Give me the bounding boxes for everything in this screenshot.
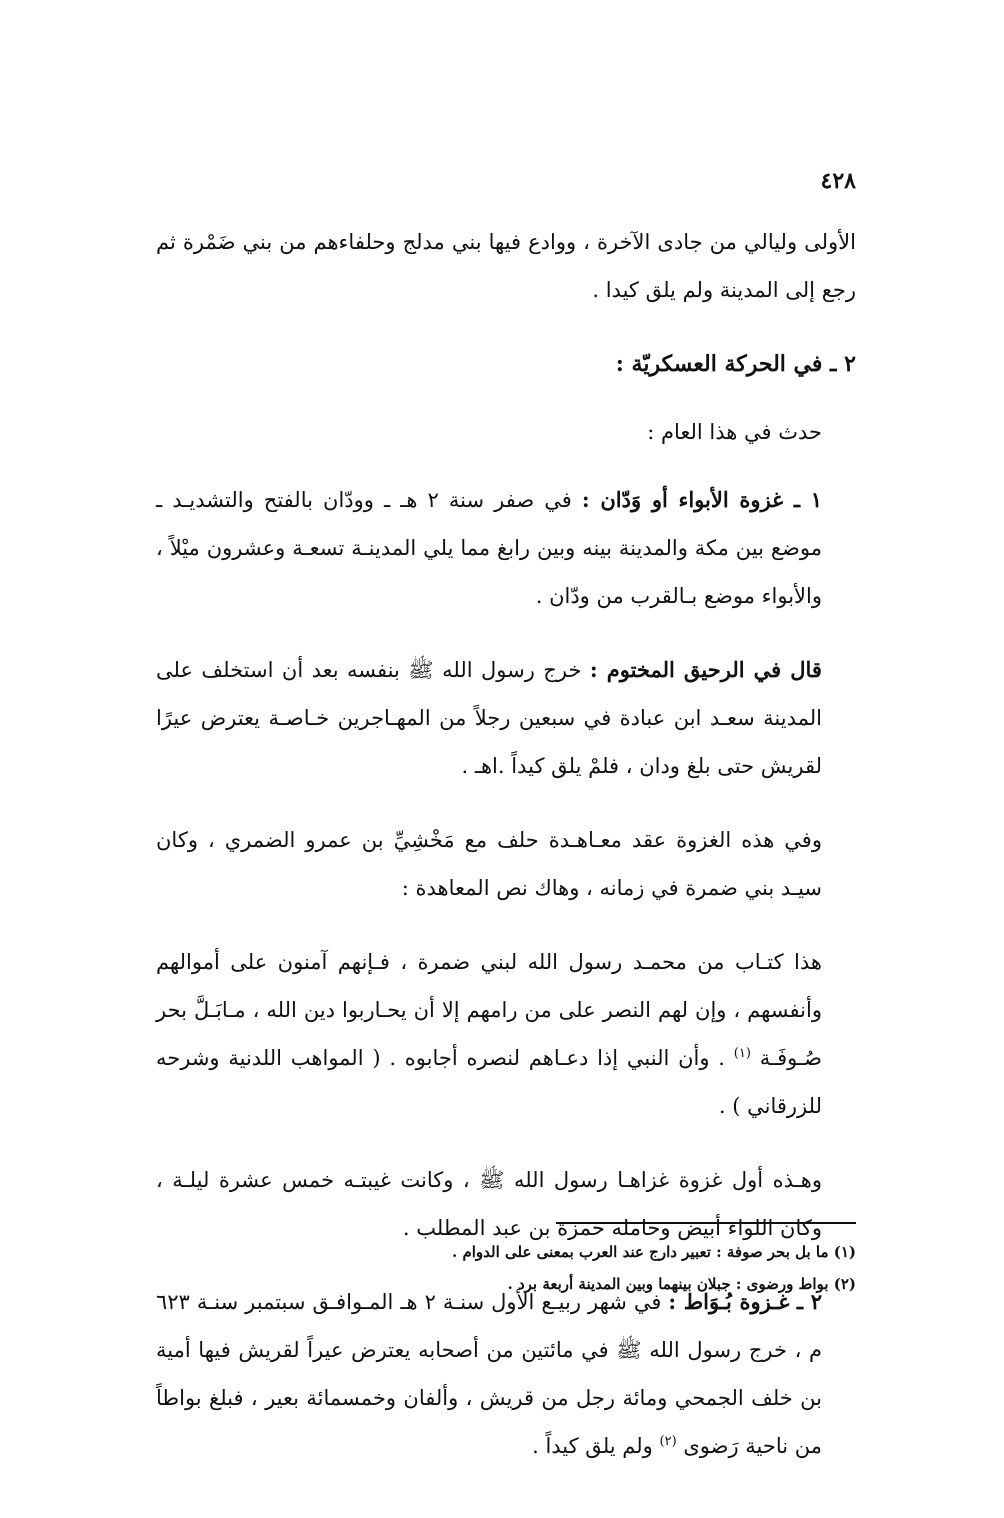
paragraph-lead: ٢ ـ غـزوة بُـوَاط :: [668, 1289, 822, 1314]
footnote-marker: (٢): [659, 1434, 677, 1449]
paragraph-body: في شهر ربيـع الأول سنـة ٢ هـ المـوافـق سبتمبر سنـة ٦٢٣ م ، خرج رسول الله ﷺ في مائتين من أصحابه يعترض عيراً لقريش فيها أمية بن خلف الجمحي ومائة رجل من قريش ، وألفان وخمسمائة بعير ، فبلغ بواطاً من ناحية رَضوى: [156, 1290, 822, 1458]
paragraph-body: ولم يلق كيداً .: [532, 1434, 660, 1458]
paragraph-lead: قال في الرحيق المختوم :: [589, 657, 822, 682]
paragraph-body: خرج رسول الله ﷺ بنفسه بعد أن استخلف على المدينة سعـد ابن عبادة في سبعين رجلاً من المهـاجرين خـاصـة يعترض عيرًا لقريش حتى بلغ ودان ، فلمْ يلق كيداً .اهـ .: [156, 658, 822, 778]
paragraph-intro: حدث في هذا العام :: [647, 420, 822, 444]
section-heading: ٢ ـ في الحركة العسكريّة :: [615, 351, 856, 377]
paragraph-body: هذا كتـاب من محمـد رسول الله لبني ضمرة ، فـإنهم آمنون على أموالهم وأنفسهم ، وإن لهم النصر على من رامهم إلا أن يحـاربوا دين الله ، مـابَـلَّ بحر صُـوفَـة: [156, 950, 822, 1070]
paragraph-continuation: الأولى وليالي من جادى الآخرة ، ووادع فيها بني مدلج وحلفاءهم من بني ضَمْرة ثم رجع إلى المدينة ولم يلق كيدا .: [156, 230, 856, 302]
page-number: ٤٢٨: [820, 168, 856, 194]
paragraph-first-raid: وهـذه أول غزوة غزاهـا رسول الله ﷺ ، وكانت غيبتـه خمس عشرة ليلـة ، وكان اللواء أبيض وحامله حمزة بن عبد المطلب .: [156, 1168, 822, 1240]
paragraph-treaty-text: [156, 938, 856, 1130]
footnote-divider: [556, 1222, 856, 1224]
footnote-2: (٢) بواط ورضوى : جبلان بينهما وبين المدينة أربعة برد .: [507, 1275, 856, 1293]
paragraph-body: . وأن النبي إذا دعـاهم لنصره أجابوه . ( المواهب اللدنية وشرحه للزرقاني ) .: [156, 1046, 822, 1118]
paragraph-body: في صفر سنة ٢ هـ ـ وودّان بالفتح والتشديـد ـ موضع بين مكة والمدينة بينه وبين رابغ مما يلي المدينـة تسعـة وعشرون ميْلاً ، والأبواء موضع بـالقرب من ودّان .: [156, 488, 822, 608]
main-text: [156, 218, 856, 1496]
paragraph-raheeq-quote: [156, 646, 856, 790]
footnote-marker: (١): [733, 1046, 751, 1061]
paragraph-treaty-intro: وفي هذه الغزوة عقد معـاهـدة حلف مع مَخْشِيِّ بن عمرو الضمري ، وكان سيـد بني ضمرة في زمانه ، وهاك نص المعاهدة :: [156, 828, 822, 900]
footnote-1: (١) ما بل بحر صوفة : تعبير دارج عند العرب بمعنى على الدوام .: [452, 1243, 856, 1261]
paragraph-abwa-raid: [156, 476, 856, 620]
footnotes: [156, 1236, 856, 1300]
paragraph-buwat-raid: [156, 1278, 856, 1470]
paragraph-lead: ١ ـ غزوة الأبواء أو وَدّان :: [581, 487, 822, 512]
